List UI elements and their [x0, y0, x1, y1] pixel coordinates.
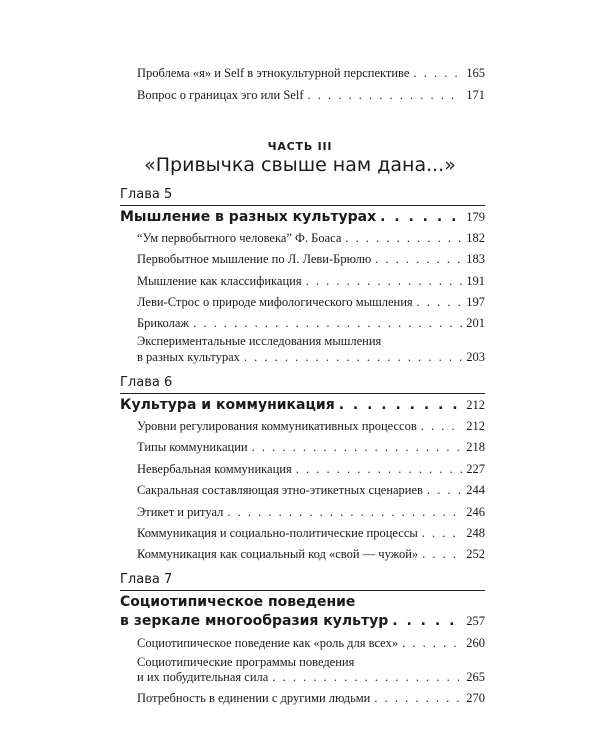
dot-leader	[413, 66, 462, 81]
toc-entry-title-line1: Социотипические программы поведения	[137, 655, 355, 669]
dot-leader	[392, 613, 462, 629]
dot-leader	[422, 547, 462, 562]
toc-entry[interactable]	[137, 547, 485, 562]
chapter-rule	[120, 205, 485, 206]
toc-entry-page: 218	[466, 440, 485, 454]
toc-entry[interactable]	[137, 295, 485, 310]
toc-entry-page: 171	[466, 88, 485, 102]
toc-entry[interactable]	[137, 483, 485, 498]
toc-entry-page: 265	[466, 670, 485, 684]
dot-leader	[296, 462, 463, 477]
toc-entry-title: Типы коммуникации	[137, 440, 248, 454]
dot-leader	[427, 483, 462, 498]
toc-entry-page: 191	[466, 274, 485, 288]
toc-entry[interactable]	[137, 670, 485, 685]
toc-entry[interactable]	[137, 66, 485, 81]
dot-leader	[345, 231, 462, 246]
toc-entry-title: Потребность в единении с другими людьми	[137, 691, 371, 705]
toc-entry-page: 227	[466, 462, 485, 476]
dot-leader	[422, 526, 462, 541]
toc-entry[interactable]	[137, 636, 485, 651]
toc-entry[interactable]	[137, 316, 485, 331]
chapter-page: 212	[466, 398, 485, 412]
chapter-title: в зеркале многообразия культур	[120, 613, 389, 629]
chapter-page: 257	[466, 614, 485, 628]
toc-entry-page: 203	[466, 350, 485, 364]
chapter-rule	[120, 590, 485, 591]
dot-leader	[402, 636, 462, 651]
toc-entry[interactable]	[137, 462, 485, 477]
chapter-title-entry[interactable]	[120, 397, 485, 413]
part-title: «Привычка свыше нам дана...»	[144, 154, 456, 176]
toc-entry[interactable]	[137, 88, 485, 103]
dot-leader	[193, 316, 462, 331]
chapter-title: Культура и коммуникация	[120, 397, 335, 413]
toc-entry-page: 197	[466, 295, 485, 309]
toc-entry-title: Первобытное мышление по Л. Леви-Брюлю	[137, 252, 372, 266]
dot-leader	[421, 419, 462, 434]
toc-entry-page: 201	[466, 316, 485, 330]
toc-entry-title: Этикет и ритуал	[137, 505, 224, 519]
toc-entry[interactable]	[137, 526, 485, 541]
chapter-title-entry[interactable]	[120, 209, 485, 225]
dot-leader	[374, 691, 462, 706]
toc-entry-page: 212	[466, 419, 485, 433]
dot-leader	[417, 295, 463, 310]
toc-entry-title: и их побудительная сила	[137, 670, 269, 684]
part-label: ЧАСТЬ III	[267, 140, 333, 153]
dot-leader	[227, 505, 462, 520]
chapter-page: 179	[466, 210, 485, 224]
toc-entry-title: Коммуникация и социально-политические процессы	[137, 526, 418, 540]
dot-leader	[306, 274, 463, 289]
toc-entry-title: Вопрос о границах эго или Self	[137, 88, 304, 102]
toc-entry-title: Невербальная коммуникация	[137, 462, 292, 476]
dot-leader	[272, 670, 462, 685]
toc-entry-page: 248	[466, 526, 485, 540]
toc-entry-page: 244	[466, 483, 485, 497]
toc-entry[interactable]	[137, 691, 485, 706]
dot-leader	[375, 252, 462, 267]
chapter-title-entry[interactable]	[120, 613, 485, 629]
chapter-label: Глава 7	[120, 572, 173, 587]
toc-entry[interactable]	[137, 231, 485, 246]
dot-leader	[380, 209, 462, 225]
toc-entry[interactable]	[137, 505, 485, 520]
toc-entry-title: Леви-Строс о природе мифологического мышления	[137, 295, 413, 309]
toc-entry-page: 252	[466, 547, 485, 561]
toc-entry-title: в разных культурах	[137, 350, 240, 364]
chapter-rule	[120, 393, 485, 394]
toc-entry-page: 182	[466, 231, 485, 245]
toc-entry-title: Сакральная составляющая этно-этикетных сценариев	[137, 483, 423, 497]
toc-entry-title-line1: Экспериментальные исследования мышления	[137, 334, 382, 348]
toc-entry-page: 183	[466, 252, 485, 266]
toc-entry[interactable]	[137, 252, 485, 267]
chapter-label: Глава 5	[120, 187, 173, 202]
toc-entry-page: 165	[466, 66, 485, 80]
toc-entry[interactable]	[137, 440, 485, 455]
toc-entry-title: Мышление как классификация	[137, 274, 302, 288]
toc-entry[interactable]	[137, 274, 485, 289]
toc-entry-page: 270	[466, 691, 485, 705]
chapter-title-line1: Социотипическое поведение	[120, 594, 356, 610]
toc-entry-title: Коммуникация как социальный код «свой — чужой»	[137, 547, 419, 561]
toc-entry-title: Бриколаж	[137, 316, 190, 330]
chapter-title: Мышление в разных культурах	[120, 209, 377, 225]
toc-entry-title: Социотипическое поведение как «роль для всех»	[137, 636, 399, 650]
dot-leader	[244, 350, 462, 365]
toc-entry-page: 246	[466, 505, 485, 519]
chapter-label: Глава 6	[120, 375, 173, 390]
dot-leader	[252, 440, 463, 455]
dot-leader	[308, 88, 463, 103]
toc-entry-title: Уровни регулирования коммуникативных процессов	[137, 419, 417, 433]
toc-entry[interactable]	[137, 419, 485, 434]
toc-entry[interactable]	[137, 350, 485, 365]
toc-entry-title: Проблема «я» и Self в этнокультурной перспективе	[137, 66, 410, 80]
dot-leader	[339, 397, 463, 413]
toc-entry-page: 260	[466, 636, 485, 650]
toc-entry-title: “Ум первобытного человека” Ф. Боаса	[137, 231, 342, 245]
